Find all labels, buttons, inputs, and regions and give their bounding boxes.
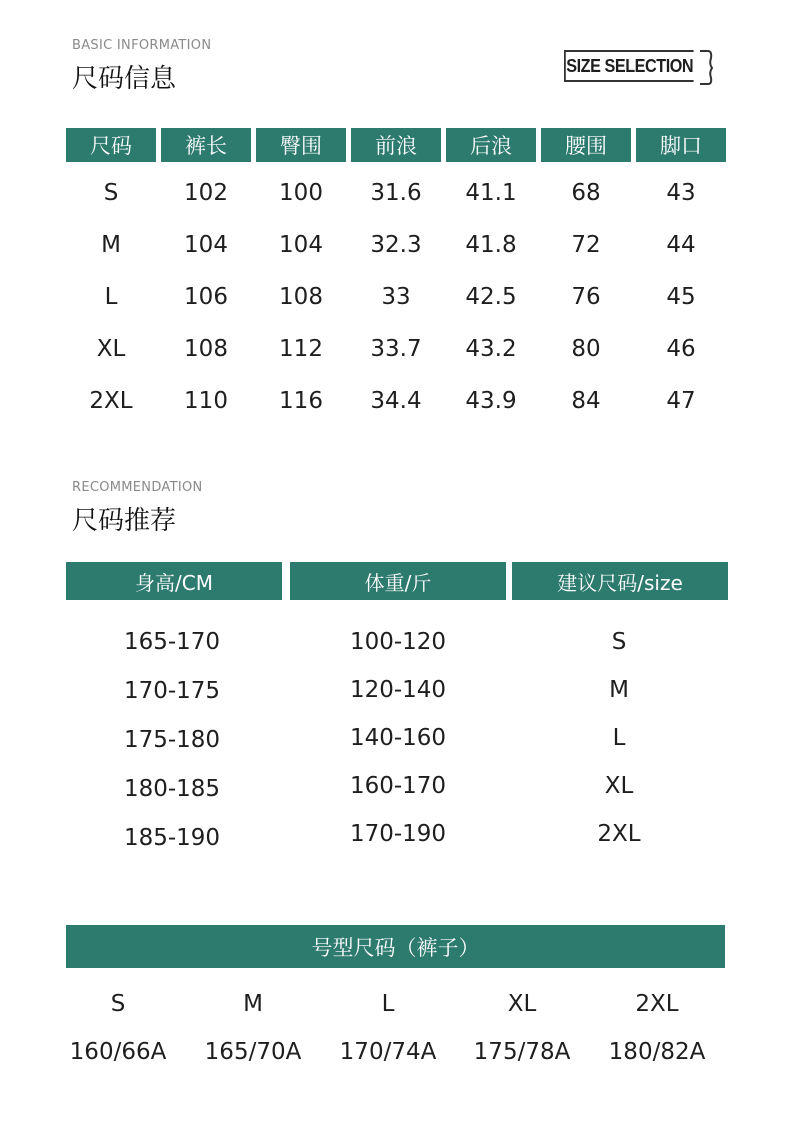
model-size-title: 号型尺码（裤子） [311, 935, 480, 960]
size-value-cell: 102 [184, 180, 228, 206]
recommendation-header-cell: 身高/CM [66, 562, 282, 600]
weight-range-cell: 120-140 [349, 677, 447, 703]
size-header-cell: 脚口 [636, 128, 726, 162]
height-range-cell: 180-185 [123, 776, 221, 802]
weight-range-cell: 140-160 [349, 725, 447, 751]
size-header-cell: 腰围 [541, 128, 631, 162]
size-value-cell: 45 [666, 284, 696, 310]
model-size-label: 2XL [635, 991, 679, 1017]
size-value-cell: 41.1 [465, 180, 517, 206]
size-value-cell: 46 [666, 336, 696, 362]
size-header-cell: 臀围 [256, 128, 346, 162]
size-header-cell: 后浪 [446, 128, 536, 162]
model-size-code: 180/82A [608, 1039, 706, 1065]
model-size-label: L [381, 991, 395, 1017]
recommendation-header-cell: 建议尺码/size [512, 562, 728, 600]
suggested-size-cell: XL [604, 773, 634, 799]
size-value-cell: 110 [184, 388, 228, 414]
size-header-cell: 前浪 [351, 128, 441, 162]
size-value-cell: 68 [571, 180, 601, 206]
height-range-cell: 170-175 [123, 678, 221, 704]
size-value-cell: 32.3 [370, 232, 422, 258]
size-value-cell: 42.5 [465, 284, 517, 310]
basic-info-title: 尺码信息 [72, 64, 177, 94]
size-value-cell: 106 [184, 284, 228, 310]
size-header-cell: 尺码 [66, 128, 156, 162]
size-value-cell: 100 [279, 180, 323, 206]
size-value-cell: 112 [279, 336, 323, 362]
weight-range-cell: 100-120 [349, 629, 447, 655]
size-value-cell: 108 [184, 336, 228, 362]
badge-edge-icon [700, 50, 716, 86]
suggested-size-cell: L [612, 725, 626, 751]
model-size-code: 165/70A [204, 1039, 302, 1065]
size-value-cell: 41.8 [465, 232, 517, 258]
model-size-banner [66, 925, 725, 968]
size-value-cell: 47 [666, 388, 696, 414]
size-value-cell: 33.7 [370, 336, 422, 362]
size-value-cell: 43 [666, 180, 696, 206]
size-label-cell: XL [96, 336, 126, 362]
model-size-code: 170/74A [339, 1039, 437, 1065]
size-value-cell: 104 [279, 232, 323, 258]
size-value-cell: 44 [666, 232, 696, 258]
weight-range-cell: 170-190 [349, 821, 447, 847]
weight-range-cell: 160-170 [349, 773, 447, 799]
size-selection-badge [564, 50, 694, 82]
recommendation-header-cell: 体重/斤 [290, 562, 506, 600]
recommendation-title: 尺码推荐 [72, 506, 177, 536]
size-label-cell: 2XL [89, 388, 133, 414]
model-size-label: XL [507, 991, 537, 1017]
size-value-cell: 80 [571, 336, 601, 362]
size-value-cell: 84 [571, 388, 601, 414]
height-range-cell: 185-190 [123, 825, 221, 851]
size-label-cell: M [101, 232, 121, 258]
height-range-cell: 165-170 [123, 629, 221, 655]
model-size-code: 175/78A [473, 1039, 571, 1065]
model-size-label: S [110, 991, 126, 1017]
size-value-cell: 104 [184, 232, 228, 258]
size-value-cell: 72 [571, 232, 601, 258]
size-value-cell: 43.9 [465, 388, 517, 414]
height-range-cell: 175-180 [123, 727, 221, 753]
size-header-cell: 裤长 [161, 128, 251, 162]
size-selection-text: SIZE SELECTION [566, 55, 694, 76]
size-value-cell: 34.4 [370, 388, 422, 414]
size-value-cell: 33 [381, 284, 411, 310]
size-label-cell: S [103, 180, 119, 206]
size-value-cell: 76 [571, 284, 601, 310]
size-value-cell: 108 [279, 284, 323, 310]
suggested-size-cell: S [611, 629, 627, 655]
model-size-label: M [243, 991, 263, 1017]
size-label-cell: L [104, 284, 118, 310]
size-value-cell: 31.6 [370, 180, 422, 206]
model-size-code: 160/66A [69, 1039, 167, 1065]
suggested-size-cell: M [609, 677, 629, 703]
recommendation-label-en: RECOMMENDATION [72, 480, 203, 495]
size-value-cell: 116 [279, 388, 323, 414]
size-value-cell: 43.2 [465, 336, 517, 362]
suggested-size-cell: 2XL [597, 821, 641, 847]
basic-info-label-en: BASIC INFORMATION [72, 38, 212, 53]
